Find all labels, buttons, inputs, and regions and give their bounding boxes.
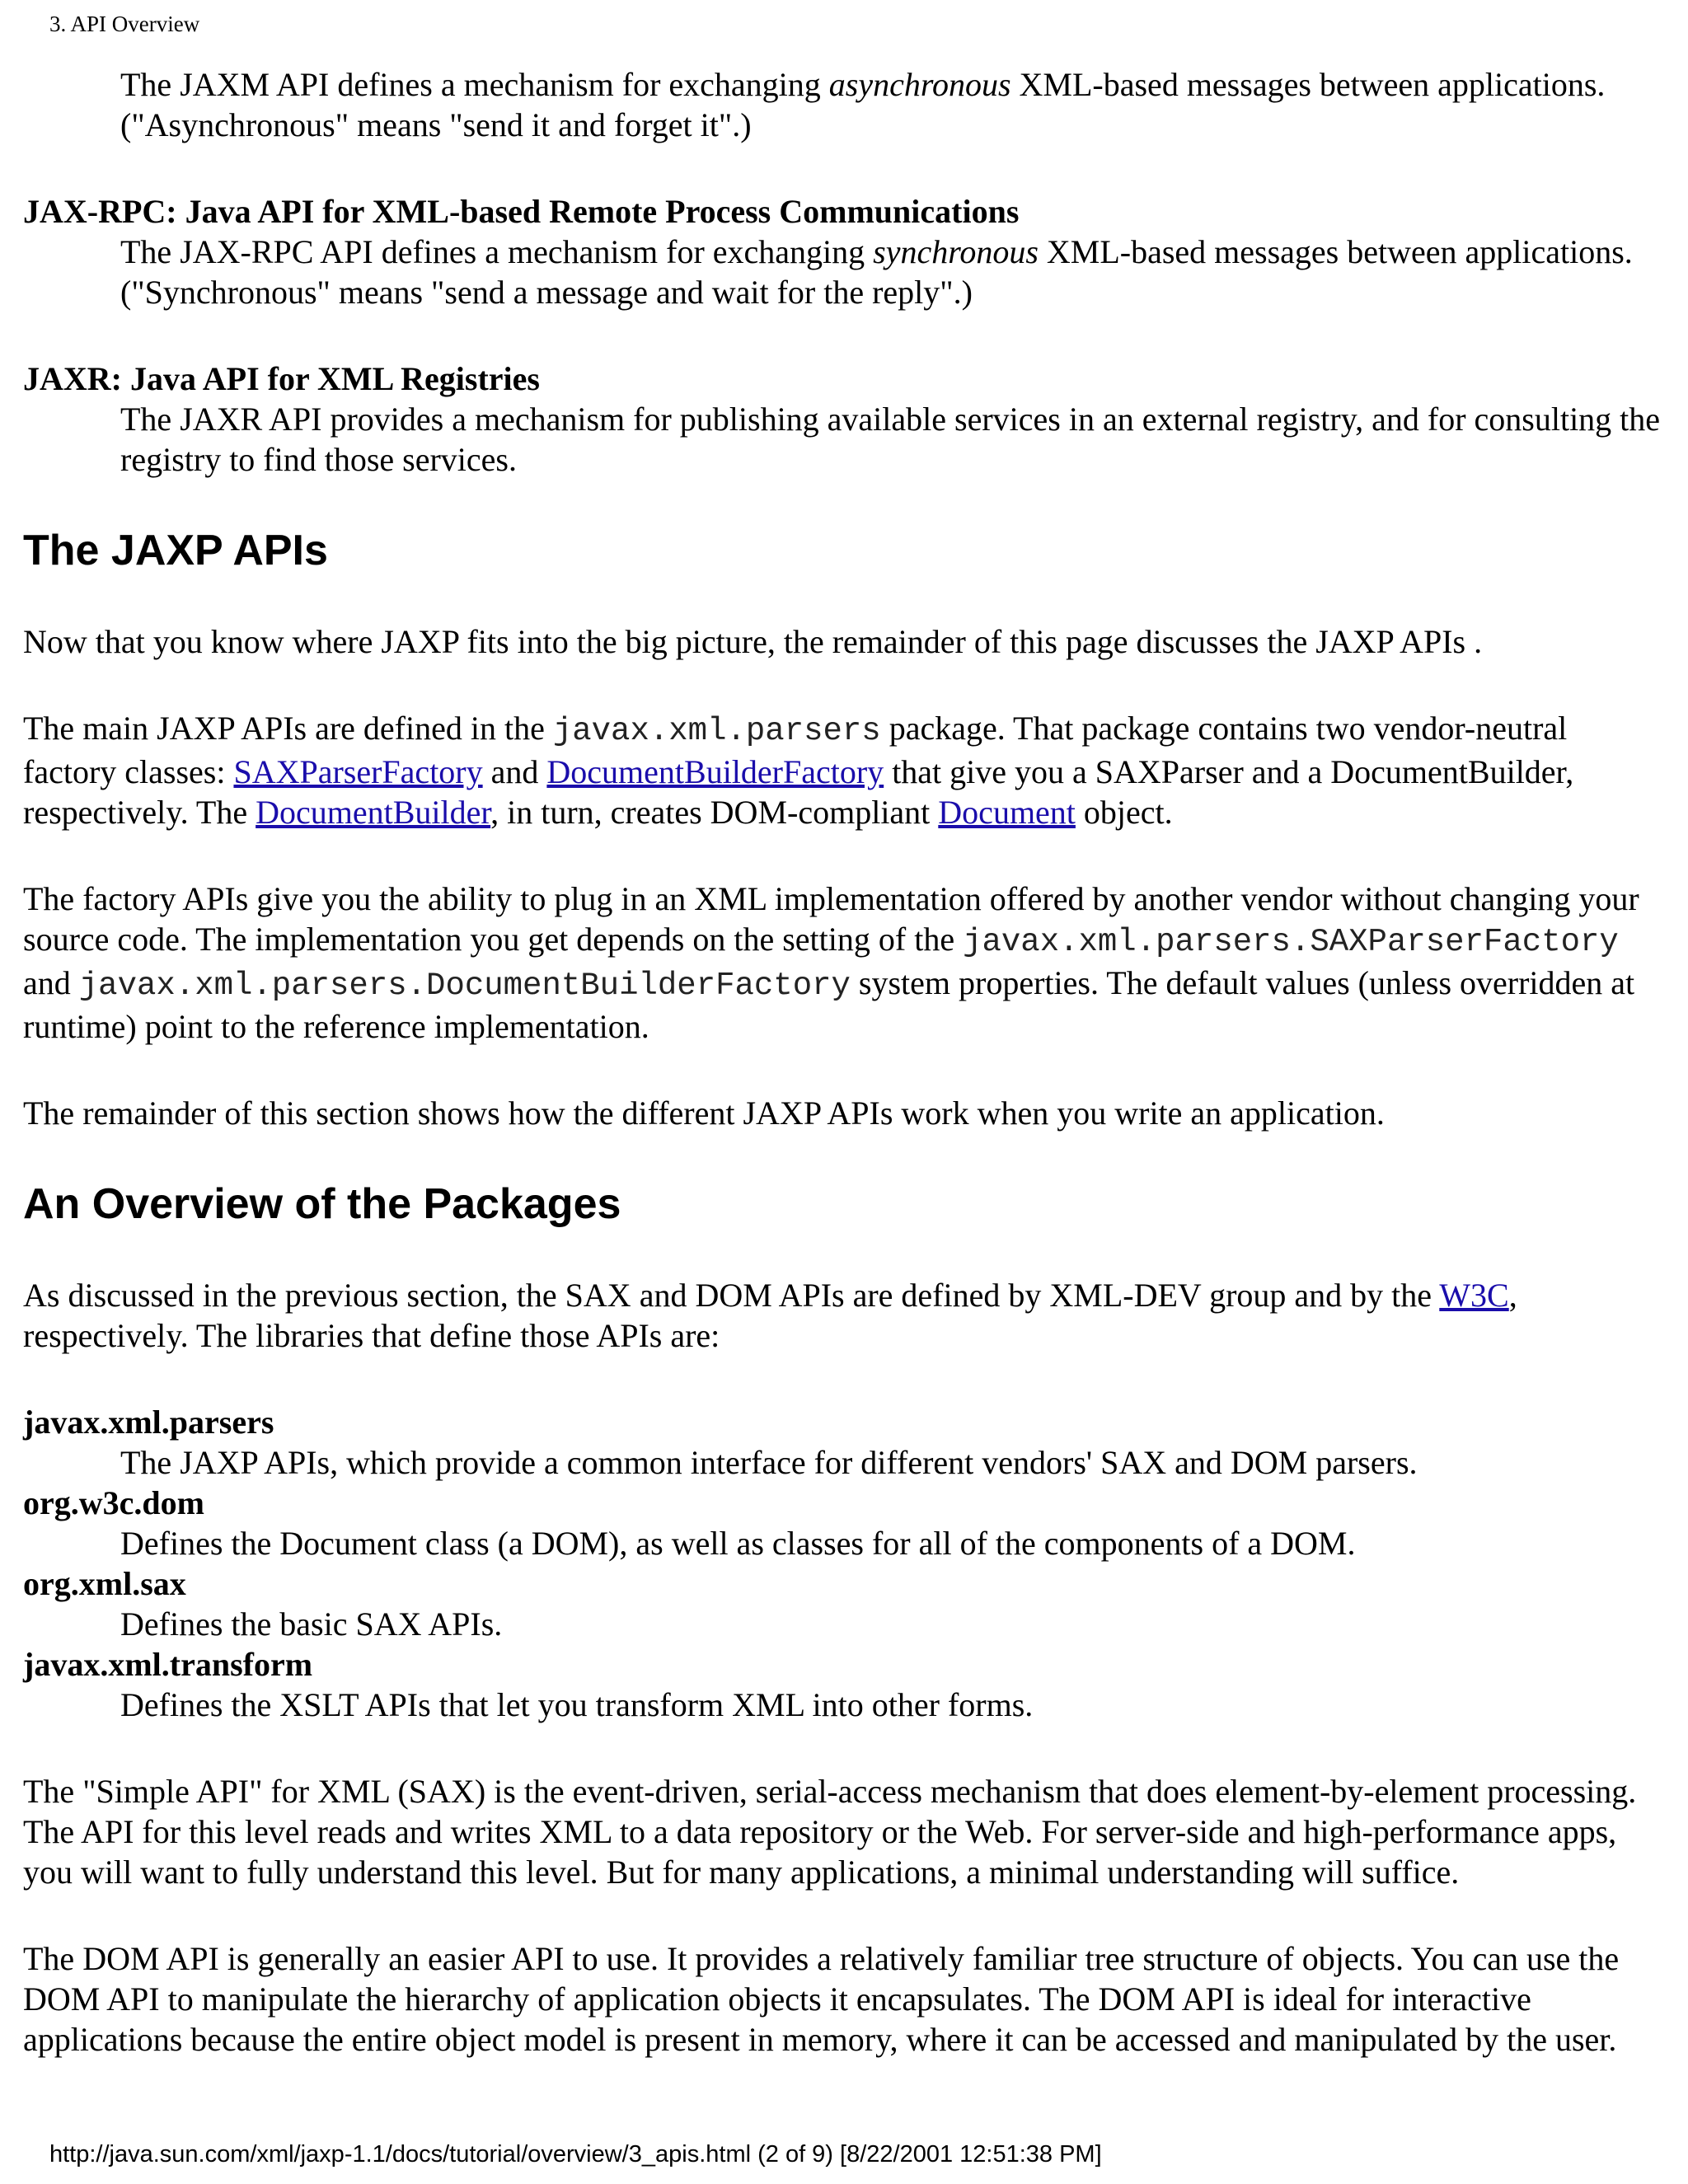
package-description: Defines the basic SAX APIs. [120,1605,503,1643]
packages-intro-paragraph [23,1275,1663,1356]
w3c-link[interactable]: W3C [1439,1277,1509,1314]
jaxr-description: The JAXR API provides a mechanism for publishing available services in an external registry, and for consulting the registry to find those services. [120,401,1661,478]
jaxm-text-2: XML-based messages between applications. ("Asynchronous" means "send it and forget it".) [120,66,1606,143]
jaxrpc-emphasis: synchronous [873,233,1039,270]
jaxr-definition [23,359,1663,480]
jaxrpc-description [120,232,1663,312]
package-term: javax.xml.parsers [23,1404,274,1441]
jaxp-apis-heading: The JAXP APIs [23,527,328,574]
jaxm-emphasis: asynchronous [828,66,1011,103]
saxparserfactory-link[interactable]: SAXParserFactory [233,753,483,790]
package-description: Defines the XSLT APIs that let you transform XML into other forms. [120,1686,1034,1723]
dom-paragraph: The DOM API is generally an easier API to use. It provides a relatively familiar tree structure of objects. You can use the DOM API to manipulate the hierarchy of application objects it encapsulates. The DOM API is ideal for interactive applications because the entire object model is present in memory, where it can be accessed and manipulated by the user. [23,1940,1620,2058]
jaxm-description [120,64,1663,145]
running-header: 3. API Overview [49,12,200,36]
main-text-5: object. [1075,794,1173,831]
packages-intro-text-2: , respectively. The libraries that define those APIs are: [23,1277,1517,1354]
package-description: The JAXP APIs, which provide a common interface for different vendors' SAX and DOM parsers. [120,1444,1418,1481]
factory-text-1: The factory APIs give you the ability to plug in an XML implementation offered by another vendor without changing your source code. The implementation you get depends on the setting of the [23,880,1639,958]
main-text-2: package. That package contains two vendor-neutral factory classes: [23,710,1568,790]
documentbuilder-link[interactable]: DocumentBuilder [256,794,491,831]
package-term: javax.xml.transform [23,1646,313,1683]
factory-text-2: system properties. The default values (unless overridden at runtime) point to the reference implementation. [23,964,1635,1045]
packages-overview-heading: An Overview of the Packages [23,1180,621,1228]
package-description: Defines the Document class (a DOM), as well as classes for all of the components of a DOM. [120,1525,1356,1562]
jaxp-intro-paragraph: Now that you know where JAXP fits into the big picture, the remainder of this page discusses the JAXP APIs . [23,623,1483,660]
package-term: org.xml.sax [23,1565,186,1602]
jaxrpc-term: JAX-RPC: Java API for XML-based Remote Process Communications [23,193,1020,230]
documentbuilderfactory-link[interactable]: DocumentBuilderFactory [546,753,884,790]
jaxrpc-text-2: XML-based messages between applications. ("Synchronous" means "send a message and wait for the reply".) [120,233,1633,311]
document-link[interactable]: Document [938,794,1076,831]
remainder-paragraph: The remainder of this section shows how the different JAXP APIs work when you write an application. [23,1094,1385,1132]
main-text-3: that give you a SAXParser and a DocumentBuilder, respectively. The [23,753,1574,831]
jaxrpc-definition [23,191,1663,312]
parsers-package-code: javax.xml.parsers [552,713,881,749]
main-text-and: and [482,753,547,790]
sax-paragraph: The "Simple API" for XML (SAX) is the event-driven, serial-access mechanism that does element-by-element processing. The API for this level reads and writes XML to a data repository or the Web. For server-side and high-performance apps, you will want to fully understand this level. But for many applications, a minimal understanding will suffice. [23,1773,1637,1891]
main-text-4: , in turn, creates DOM-compliant [490,794,939,831]
factory-text-and: and [23,964,79,1001]
jaxm-text-1: The JAXM API defines a mechanism for exchanging [120,66,829,103]
main-text-1: The main JAXP APIs are defined in the [23,710,553,747]
documentbuilderfactory-property-code: javax.xml.parsers.DocumentBuilderFactory [78,968,851,1004]
jaxrpc-text-1: The JAX-RPC API defines a mechanism for exchanging [120,233,874,270]
package-list [23,1402,1663,1725]
saxparserfactory-property-code: javax.xml.parsers.SAXParserFactory [963,924,1619,960]
main-content [23,64,1663,2060]
packages-intro-text-1: As discussed in the previous section, the SAX and DOM APIs are defined by XML-DEV group and by the [23,1277,1440,1314]
page-footer-url: http://java.sun.com/xml/jaxp-1.1/docs/tutorial/overview/3_apis.html (2 of 9) [8/22/2001 12:51:38 PM] [49,2141,1102,2168]
package-term: org.w3c.dom [23,1484,204,1521]
jaxp-main-paragraph [23,708,1663,832]
jaxr-term: JAXR: Java API for XML Registries [23,360,540,397]
factory-paragraph [23,879,1663,1047]
